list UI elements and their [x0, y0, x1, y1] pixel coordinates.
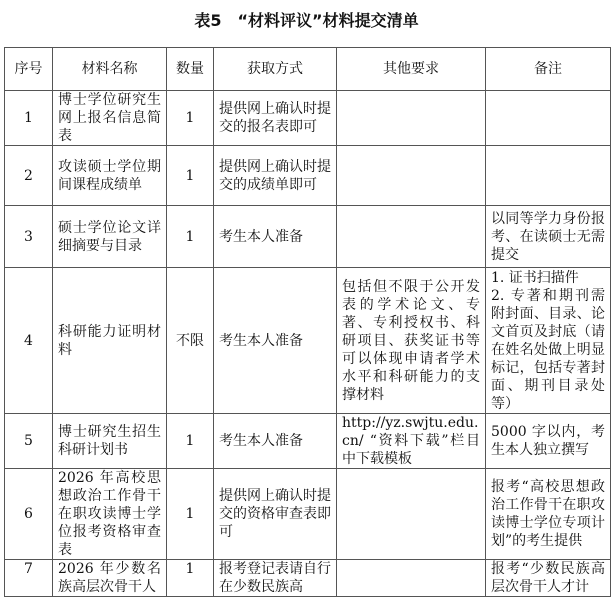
row-number: 4 [5, 268, 53, 414]
acquisition-method: 提供网上确认时提交的资格审查表即可 [214, 469, 337, 560]
material-name: 科研能力证明材料 [53, 268, 167, 414]
quantity: 1 [167, 469, 214, 560]
table-row [5, 206, 611, 268]
other-requirements [337, 146, 486, 206]
acquisition-method: 考生本人准备 [214, 268, 337, 414]
quantity: 1 [167, 414, 214, 469]
material-name: 硕士学位论文详细摘要与目录 [53, 206, 167, 268]
header-qty: 数量 [167, 48, 214, 91]
other-requirements [337, 560, 486, 597]
table-title: 表5 “材料评议”材料提交清单 [194, 11, 419, 30]
table-row [5, 560, 611, 597]
table-row [5, 91, 611, 146]
row-number: 1 [5, 91, 53, 146]
materials-table-container [4, 47, 610, 597]
notes [486, 91, 611, 146]
acquisition-method: 提供网上确认时提交的成绩单即可 [214, 146, 337, 206]
material-name: 2026 年少数名族高层次骨干人 [53, 560, 167, 597]
table-header-row [5, 48, 611, 91]
material-name: 攻读硕士学位期间课程成绩单 [53, 146, 167, 206]
notes: 报考“高校思想政治工作骨干在职攻读博士学位专项计划”的考生提供 [486, 469, 611, 560]
notes [486, 146, 611, 206]
other-requirements: http://yz.swjtu.edu.cn/ “资料下载”栏目中下载模板 [337, 414, 486, 469]
row-number: 5 [5, 414, 53, 469]
table-row [5, 469, 611, 560]
row-number: 3 [5, 206, 53, 268]
acquisition-method: 提供网上确认时提交的报名表即可 [214, 91, 337, 146]
quantity: 1 [167, 91, 214, 146]
notes: 1. 证书扫描件 2. 专著和期刊需附封面、目录、论文首页及封底（请在姓名处做上明显标记，包括专著封面、期刊目录处等） [486, 268, 611, 414]
material-name: 博士学位研究生网上报名信息简表 [53, 91, 167, 146]
quantity: 1 [167, 206, 214, 268]
other-requirements [337, 91, 486, 146]
material-name: 博士研究生招生科研计划书 [53, 414, 167, 469]
quantity: 不限 [167, 268, 214, 414]
row-number: 6 [5, 469, 53, 560]
other-requirements: 包括但不限于公开发表的学术论文、专著、专利授权书、科研项目、获奖证书等可以体现申请者学术水平和科研能力的支撑材料 [337, 268, 486, 414]
acquisition-method: 考生本人准备 [214, 206, 337, 268]
table-row [5, 414, 611, 469]
notes: 以同等学力身份报考、在读硕士无需提交 [486, 206, 611, 268]
row-number: 7 [5, 560, 53, 597]
header-notes: 备注 [486, 48, 611, 91]
table-row [5, 268, 611, 414]
header-requirements: 其他要求 [337, 48, 486, 91]
row-number: 2 [5, 146, 53, 206]
header-name: 材料名称 [53, 48, 167, 91]
notes: 5000 字以内，考生本人独立撰写 [486, 414, 611, 469]
header-no: 序号 [5, 48, 53, 91]
materials-table [4, 47, 611, 597]
table-row [5, 146, 611, 206]
other-requirements [337, 469, 486, 560]
material-name: 2026 年高校思想政治工作骨干在职攻读博士学位报考资格审查表 [53, 469, 167, 560]
quantity: 1 [167, 146, 214, 206]
quantity: 1 [167, 560, 214, 597]
acquisition-method: 考生本人准备 [214, 414, 337, 469]
header-method: 获取方式 [214, 48, 337, 91]
notes: 报考“少数民族高层次骨干人才计 [486, 560, 611, 597]
other-requirements [337, 206, 486, 268]
acquisition-method: 报考登记表请自行在少数民族高 [214, 560, 337, 597]
